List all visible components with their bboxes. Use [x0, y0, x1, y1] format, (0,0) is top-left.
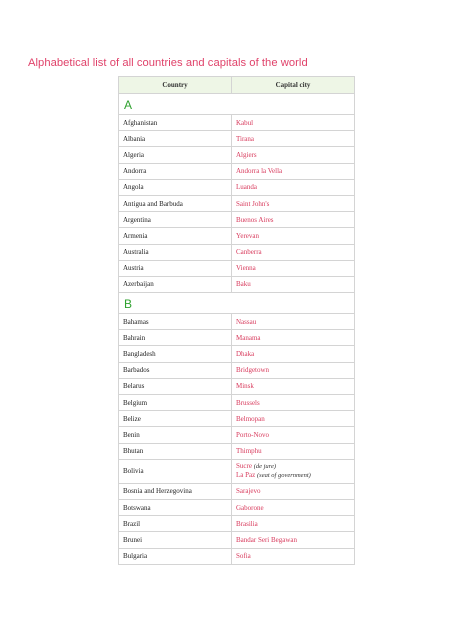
capital-note: (de jure) — [253, 462, 277, 470]
country-cell: Bosnia and Herzegovina — [119, 483, 232, 499]
country-cell: Bolivia — [119, 459, 232, 483]
table-row — [119, 499, 355, 515]
table-row — [119, 228, 355, 244]
capital-cell[interactable]: Buenos Aires — [232, 212, 355, 228]
country-cell: Botswana — [119, 499, 232, 515]
table-row — [119, 443, 355, 459]
table-row — [119, 163, 355, 179]
letter-heading: B — [119, 293, 355, 314]
table-row — [119, 378, 355, 394]
capital-cell[interactable]: Thimphu — [232, 443, 355, 459]
capital-note: (seat of government) — [257, 472, 311, 480]
column-header-capital: Capital city — [232, 77, 355, 94]
capital-cell[interactable]: Sofia — [232, 548, 355, 564]
table-row — [119, 411, 355, 427]
column-header-country: Country — [119, 77, 232, 94]
page-title: Alphabetical list of all countries and capitals of the world — [28, 57, 308, 69]
capital-line — [236, 471, 350, 481]
table-row — [119, 459, 355, 483]
country-cell: Bahrain — [119, 330, 232, 346]
letter-group-row — [119, 94, 355, 115]
capital-cell[interactable] — [232, 459, 355, 483]
country-cell: Armenia — [119, 228, 232, 244]
capital-cell[interactable]: Bridgetown — [232, 362, 355, 378]
country-cell: Bulgaria — [119, 548, 232, 564]
country-cell: Azerbaijan — [119, 276, 232, 292]
country-cell: Albania — [119, 131, 232, 147]
table-row — [119, 395, 355, 411]
capital-cell[interactable]: Minsk — [232, 378, 355, 394]
countries-table — [118, 76, 355, 565]
country-cell: Belgium — [119, 395, 232, 411]
capital-cell[interactable]: Gaborone — [232, 499, 355, 515]
capital-cell[interactable]: Luanda — [232, 179, 355, 195]
table-row — [119, 483, 355, 499]
capital-cell[interactable]: Algiers — [232, 147, 355, 163]
country-cell: Antigua and Barbuda — [119, 195, 232, 211]
capital-cell[interactable]: Brasilia — [232, 516, 355, 532]
table-row — [119, 260, 355, 276]
capital-link[interactable]: La Paz — [236, 471, 256, 480]
letter-heading: A — [119, 94, 355, 115]
capital-cell[interactable]: Manama — [232, 330, 355, 346]
country-cell: Belarus — [119, 378, 232, 394]
table-header-row — [119, 77, 355, 94]
table-row — [119, 131, 355, 147]
capital-cell[interactable]: Vienna — [232, 260, 355, 276]
country-cell: Bahamas — [119, 314, 232, 330]
capital-cell[interactable]: Nassau — [232, 314, 355, 330]
country-cell: Brunei — [119, 532, 232, 548]
table-row — [119, 548, 355, 564]
capital-cell[interactable]: Baku — [232, 276, 355, 292]
table-row — [119, 276, 355, 292]
capital-line — [236, 462, 350, 472]
country-cell: Barbados — [119, 362, 232, 378]
table-row — [119, 244, 355, 260]
capital-cell[interactable]: Tirana — [232, 131, 355, 147]
table-row — [119, 314, 355, 330]
country-cell: Belize — [119, 411, 232, 427]
country-cell: Austria — [119, 260, 232, 276]
country-cell: Australia — [119, 244, 232, 260]
country-cell: Afghanistan — [119, 115, 232, 131]
table-row — [119, 346, 355, 362]
capital-cell[interactable]: Belmopan — [232, 411, 355, 427]
country-cell: Bangladesh — [119, 346, 232, 362]
table-row — [119, 516, 355, 532]
table-row — [119, 427, 355, 443]
capital-cell[interactable]: Kabul — [232, 115, 355, 131]
capital-cell[interactable]: Brussels — [232, 395, 355, 411]
country-cell: Benin — [119, 427, 232, 443]
country-cell: Algeria — [119, 147, 232, 163]
country-cell: Angola — [119, 179, 232, 195]
capital-cell[interactable]: Porto-Novo — [232, 427, 355, 443]
table-row — [119, 532, 355, 548]
capital-cell[interactable]: Dhaka — [232, 346, 355, 362]
table-row — [119, 212, 355, 228]
table-row — [119, 330, 355, 346]
capital-cell[interactable]: Saint John's — [232, 195, 355, 211]
table-body — [119, 94, 355, 565]
country-cell: Andorra — [119, 163, 232, 179]
country-cell: Argentina — [119, 212, 232, 228]
capital-cell[interactable]: Canberra — [232, 244, 355, 260]
capital-cell[interactable]: Andorra la Vella — [232, 163, 355, 179]
table-row — [119, 147, 355, 163]
capital-link[interactable]: Sucre — [236, 461, 252, 470]
table-row — [119, 362, 355, 378]
capital-cell[interactable]: Yerevan — [232, 228, 355, 244]
country-cell: Brazil — [119, 516, 232, 532]
table-row — [119, 195, 355, 211]
country-cell: Bhutan — [119, 443, 232, 459]
capital-cell[interactable]: Sarajevo — [232, 483, 355, 499]
table-row — [119, 115, 355, 131]
capital-cell[interactable]: Bandar Seri Begawan — [232, 532, 355, 548]
table-row — [119, 179, 355, 195]
letter-group-row — [119, 293, 355, 314]
